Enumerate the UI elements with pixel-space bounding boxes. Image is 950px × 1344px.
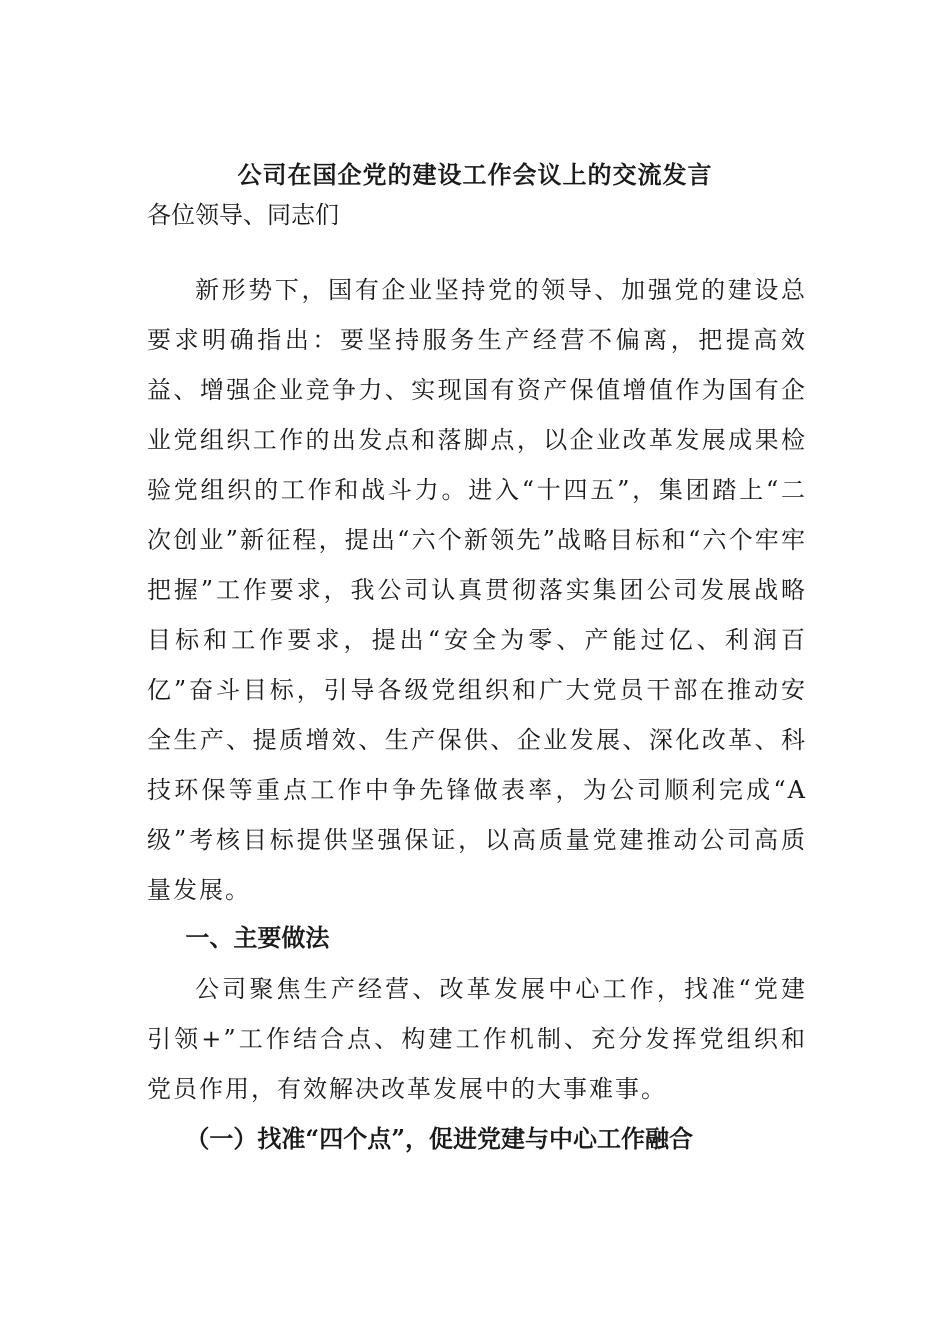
salutation: 各位领导、同志们 <box>147 201 339 229</box>
document-title: 公司在国企党的建设工作会议上的交流发言 <box>237 160 713 189</box>
body-paragraph-intro: 新形势下，国有企业坚持党的领导、加强党的建设总要求明确指出：要坚持服务生产经营不偏离，把提高效益、增强企业竞争力、实现国有资产保值增值作为国有企业党组织工作的出发点和落脚点，以企业改革发展成果检验党组织的工作和战斗力。进入“十四五”，集团踏上“二次创业”新征程，提出“六个新领先”战略目标和“六个牢牢把握”工作要求，我公司认真贯彻落实集团公司发展战略目标和工作要求，提出“安全为零、产能过亿、利润百亿”奋斗目标，引导各级党组织和广大党员干部在推动安全生产、提质增效、生产保供、企业发展、深化改革、科技环保等重点工作中争先锋做表率，为公司顺利完成“A级”考核目标提供坚强保证，以高质量党建推动公司高质量发展。 <box>147 276 807 904</box>
subsection-heading-four-points: （一）找准“四个点”，促进党建与中心工作融合 <box>185 1124 693 1153</box>
body-paragraph-practices: 公司聚焦生产经营、改革发展中心工作，找准“党建引领+”工作结合点、构建工作机制、充分发挥党组织和党员作用，有效解决改革发展中的大事难事。 <box>147 975 807 1103</box>
section-heading-main-practices: 一、主要做法 <box>185 923 330 952</box>
